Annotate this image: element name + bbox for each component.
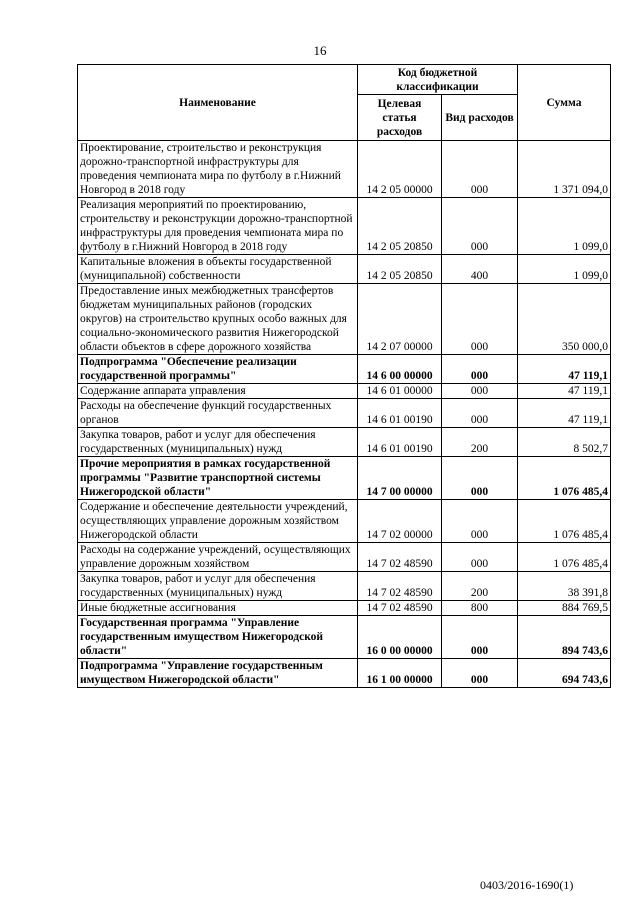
row-code: 14 7 00 00000 xyxy=(358,457,442,500)
row-name: Прочие мероприятия в рамках государственной программы "Развитие транспортной системы Нижегородской области" xyxy=(78,457,358,500)
row-sum: 1 099,0 xyxy=(518,198,611,255)
table-row xyxy=(78,428,611,457)
row-name: Иные бюджетные ассигнования xyxy=(78,601,358,616)
row-code: 14 2 05 20850 xyxy=(358,198,442,255)
row-sum: 1 099,0 xyxy=(518,255,611,284)
row-type: 000 xyxy=(442,198,518,255)
row-sum: 350 000,0 xyxy=(518,284,611,355)
document-code: 0403/2016-1690(1) xyxy=(480,878,574,892)
row-type: 000 xyxy=(442,399,518,428)
row-type: 200 xyxy=(442,428,518,457)
row-name: Подпрограмма "Управление государственным имуществом Нижегородской области" xyxy=(78,659,358,688)
row-code: 14 6 01 00190 xyxy=(358,428,442,457)
row-name: Подпрограмма "Обеспечение реализации государственной программы" xyxy=(78,355,358,384)
row-sum: 1 076 485,4 xyxy=(518,500,611,543)
row-sum: 1 076 485,4 xyxy=(518,543,611,572)
row-name: Предоставление иных межбюджетных трансфертов бюджетам муниципальных районов (городских округов) на строительство крупных особо важных для социально-экономического развития Нижегородской области объектов в сфере дорожного хозяйства xyxy=(78,284,358,355)
row-name: Расходы на содержание учреждений, осуществляющих управление дорожным хозяйством xyxy=(78,543,358,572)
row-type: 000 xyxy=(442,384,518,399)
row-type: 400 xyxy=(442,255,518,284)
table-row xyxy=(78,572,611,601)
row-type: 000 xyxy=(442,659,518,688)
row-type: 000 xyxy=(442,616,518,659)
row-sum: 694 743,6 xyxy=(518,659,611,688)
row-name: Проектирование, строительство и реконструкция дорожно-транспортной инфраструктуры для проведения чемпионата мира по футболу в г.Нижний Новгород в 2018 году xyxy=(78,141,358,198)
table-header xyxy=(78,65,611,141)
row-type: 000 xyxy=(442,355,518,384)
table-body xyxy=(78,141,611,688)
row-sum: 47 119,1 xyxy=(518,399,611,428)
row-code: 14 7 02 48590 xyxy=(358,601,442,616)
row-type: 000 xyxy=(442,457,518,500)
table-row xyxy=(78,141,611,198)
table-row xyxy=(78,659,611,688)
table-row xyxy=(78,255,611,284)
row-sum: 47 119,1 xyxy=(518,384,611,399)
row-code: 14 6 01 00190 xyxy=(358,399,442,428)
row-type: 800 xyxy=(442,601,518,616)
row-code: 14 6 01 00000 xyxy=(358,384,442,399)
row-sum: 884 769,5 xyxy=(518,601,611,616)
row-code: 14 7 02 48590 xyxy=(358,572,442,601)
header-name: Наименование xyxy=(78,65,358,141)
table-row xyxy=(78,543,611,572)
row-name: Расходы на обеспечение функций государственных органов xyxy=(78,399,358,428)
header-expense-type: Вид расходов xyxy=(442,95,518,141)
row-code: 14 2 05 20850 xyxy=(358,255,442,284)
row-code: 14 2 07 00000 xyxy=(358,284,442,355)
table-row xyxy=(78,601,611,616)
row-sum: 1 076 485,4 xyxy=(518,457,611,500)
header-target-article: Целевая статья расходов xyxy=(358,95,442,141)
header-sum: Сумма xyxy=(518,65,611,141)
row-code: 14 2 05 00000 xyxy=(358,141,442,198)
row-code: 16 0 00 00000 xyxy=(358,616,442,659)
row-sum: 894 743,6 xyxy=(518,616,611,659)
row-code: 14 7 02 48590 xyxy=(358,543,442,572)
table-row xyxy=(78,284,611,355)
page-number: 16 xyxy=(313,43,327,58)
row-type: 000 xyxy=(442,543,518,572)
table-row xyxy=(78,500,611,543)
row-code: 14 7 02 00000 xyxy=(358,500,442,543)
row-type: 000 xyxy=(442,141,518,198)
table-row xyxy=(78,616,611,659)
row-name: Закупка товаров, работ и услуг для обеспечения государственных (муниципальных) нужд xyxy=(78,572,358,601)
table-row xyxy=(78,384,611,399)
row-type: 000 xyxy=(442,500,518,543)
table-row xyxy=(78,355,611,384)
row-sum: 1 371 094,0 xyxy=(518,141,611,198)
table-row xyxy=(78,399,611,428)
table-row xyxy=(78,457,611,500)
row-name: Государственная программа "Управление государственным имуществом Нижегородской области" xyxy=(78,616,358,659)
budget-table xyxy=(77,64,611,688)
row-sum: 47 119,1 xyxy=(518,355,611,384)
row-code: 16 1 00 00000 xyxy=(358,659,442,688)
row-name: Закупка товаров, работ и услуг для обеспечения государственных (муниципальных) нужд xyxy=(78,428,358,457)
row-type: 000 xyxy=(442,284,518,355)
table-row xyxy=(78,198,611,255)
row-name: Капитальные вложения в объекты государственной (муниципальной) собственности xyxy=(78,255,358,284)
row-sum: 8 502,7 xyxy=(518,428,611,457)
row-code: 14 6 00 00000 xyxy=(358,355,442,384)
header-code-group: Код бюджетной классификации xyxy=(358,65,518,95)
row-sum: 38 391,8 xyxy=(518,572,611,601)
row-name: Реализация мероприятий по проектированию, строительству и реконструкции дорожно-транспортной инфраструктуры для проведения чемпионата мира по футболу в г.Нижний Новгород в 2018 году xyxy=(78,198,358,255)
row-type: 200 xyxy=(442,572,518,601)
row-name: Содержание и обеспечение деятельности учреждений, осуществляющих управление дорожным хозяйством Нижегородской области xyxy=(78,500,358,543)
row-name: Содержание аппарата управления xyxy=(78,384,358,399)
